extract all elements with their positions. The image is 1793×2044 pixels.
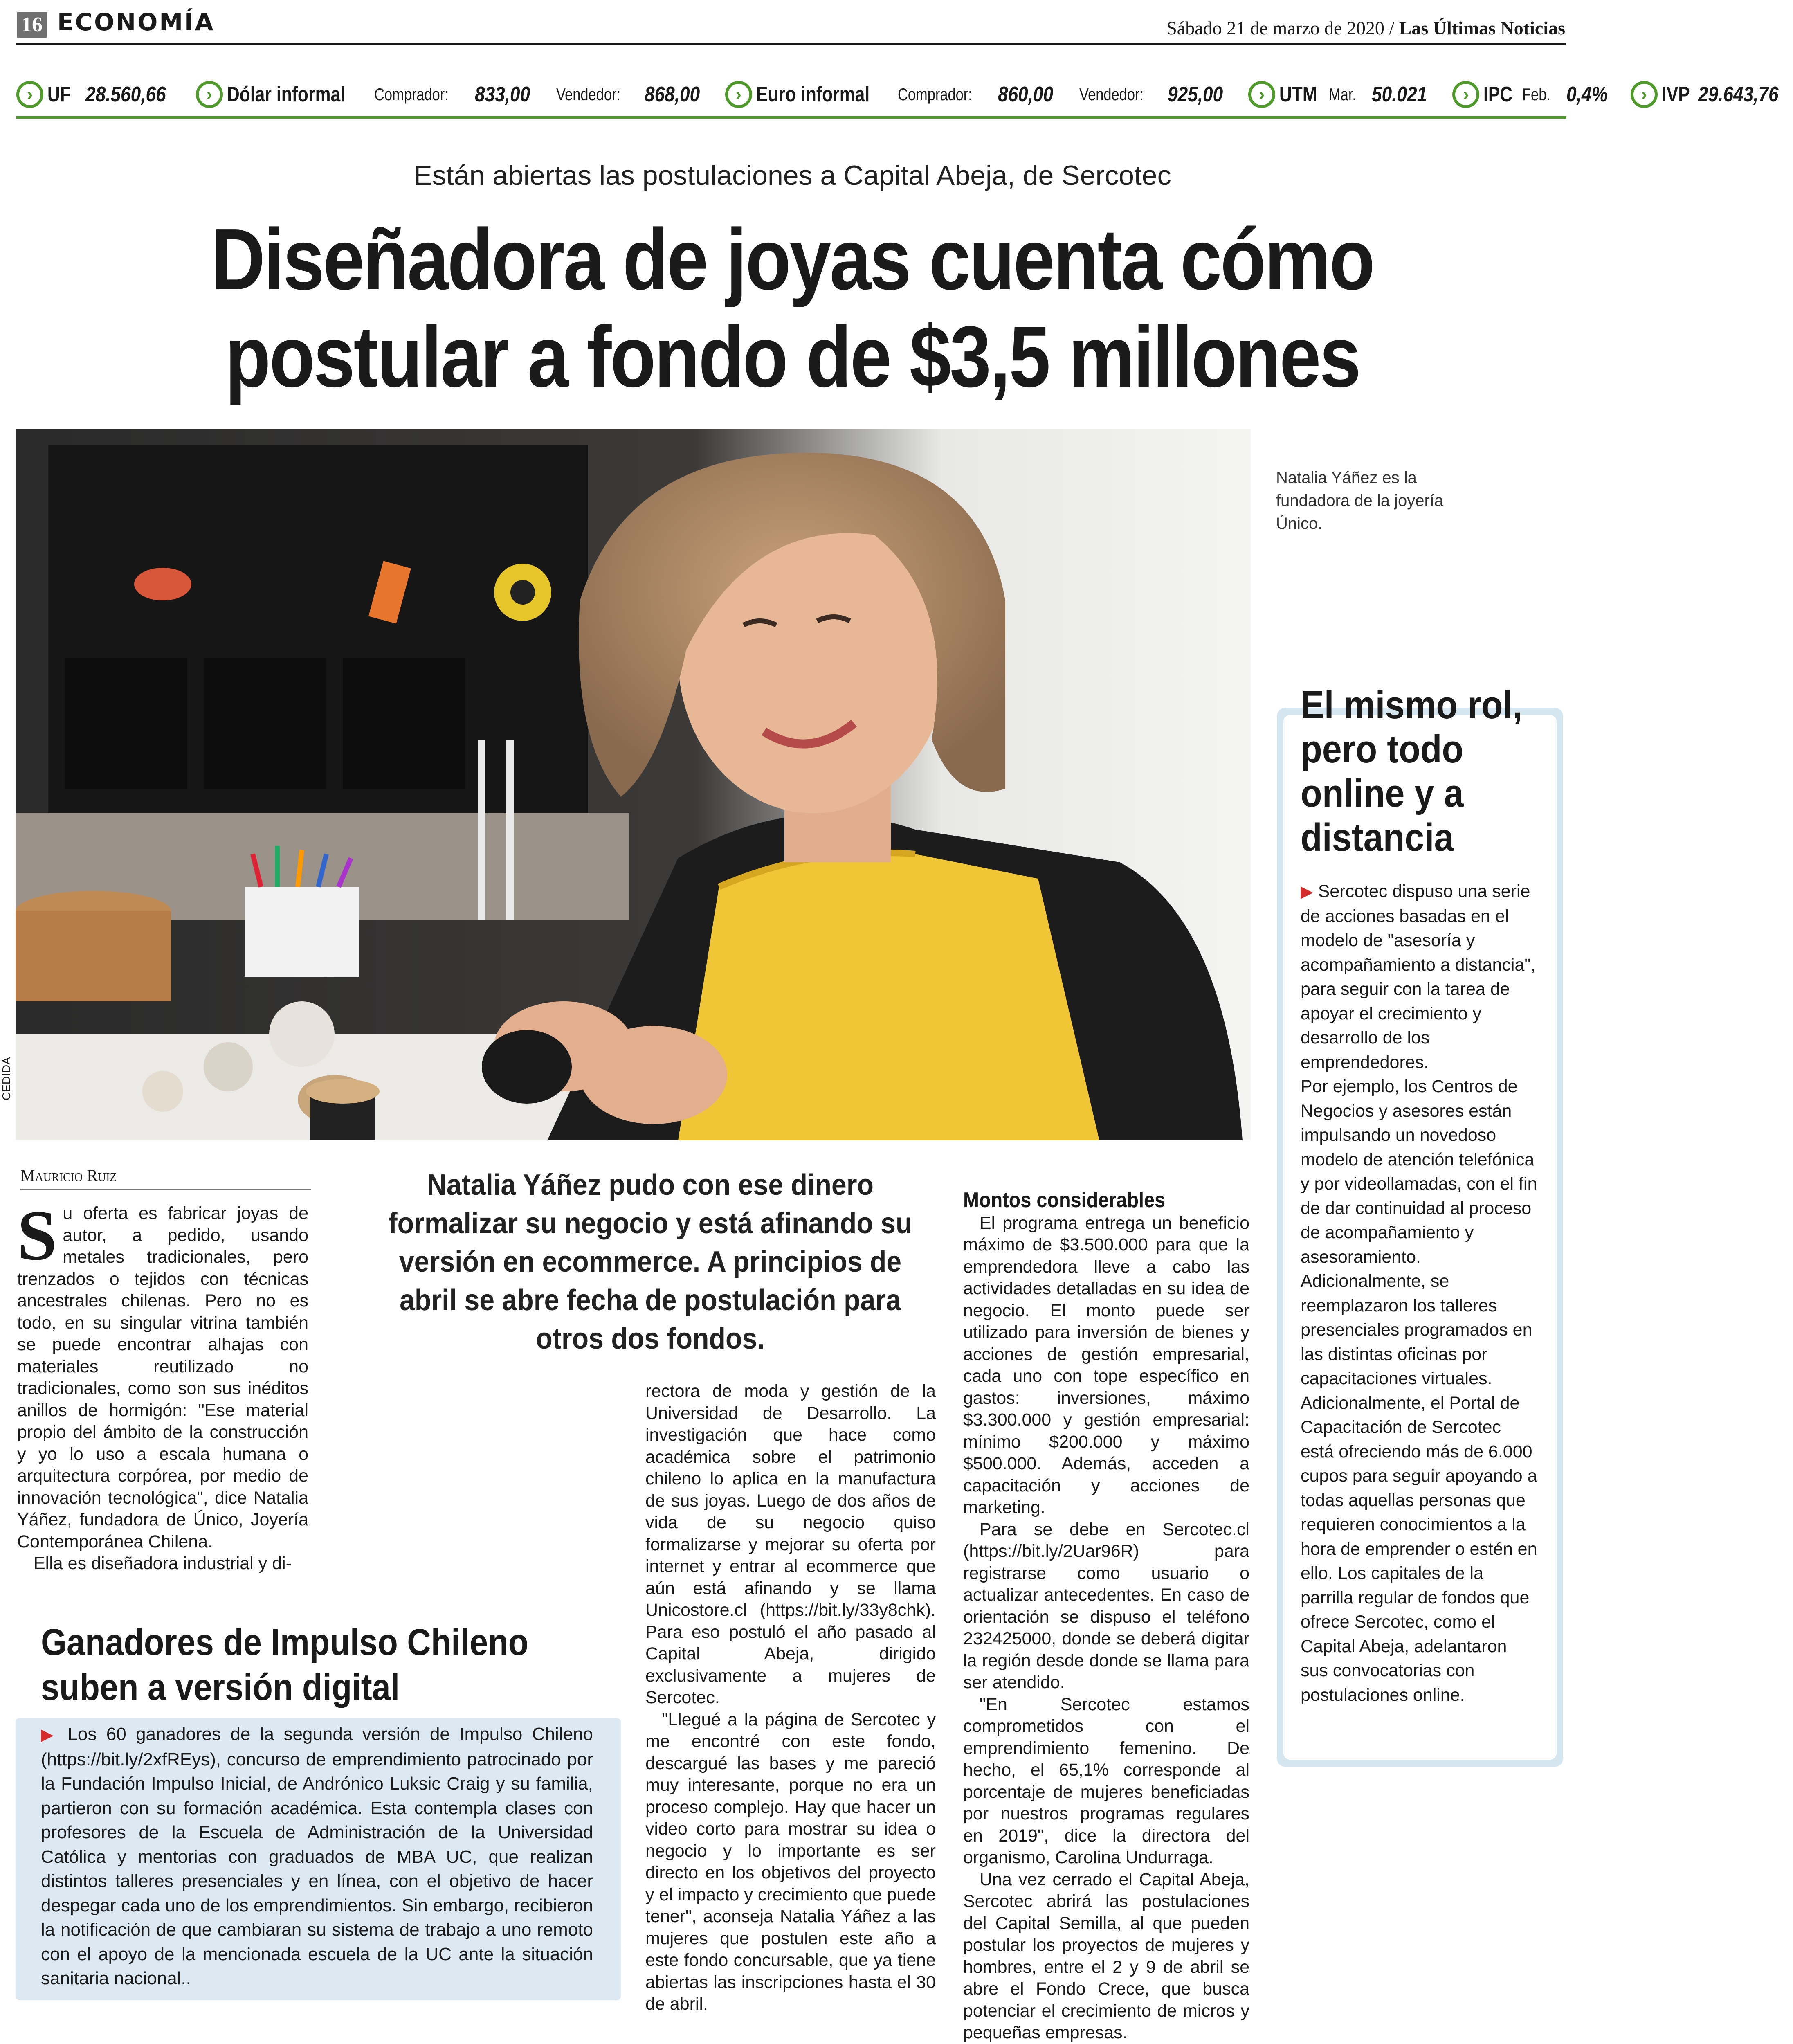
info-box-body bbox=[41, 1722, 593, 1991]
article-column-1 bbox=[17, 1196, 308, 1575]
indicator-ipc bbox=[1452, 81, 1615, 108]
indicator-label: Feb. bbox=[1522, 85, 1550, 104]
sidebar-body bbox=[1301, 879, 1538, 1707]
indicator-value: 28.560,66 bbox=[85, 83, 166, 106]
arrow-right-icon: › bbox=[1631, 81, 1658, 108]
page-number: 16 bbox=[17, 12, 47, 38]
arrow-right-icon: › bbox=[725, 81, 752, 108]
indicator-label: Comprador: bbox=[374, 85, 449, 104]
paragraph: Una vez cerrado el Capital Abeja, Sercotec abrirá las postulaciones del Capital Semilla, al que pueden postular los proyectos de mujeres y hombres, entre el 2 y 9 de abril se abre el Fondo Crece, que busca potenciar el crecimiento de micros y pequeñas empresas. bbox=[963, 1869, 1249, 2042]
paragraph: Ella es diseñadora industrial y di- bbox=[34, 1554, 292, 1573]
subheading: Montos considerables bbox=[963, 1188, 1166, 1212]
header-rule bbox=[16, 43, 1566, 45]
sidebar-text: Sercotec dispuso una serie de acciones basadas en el modelo de "asesoría y acompañamiento a distancia", para seguir con la tarea de apoyar el crecimiento y desarrollo de los emprendedores. bbox=[1301, 881, 1536, 1072]
photo-caption: Natalia Yáñez es la fundadora de la joyería Único. bbox=[1276, 469, 1444, 533]
indicator-name: Euro informal bbox=[756, 83, 870, 106]
indicator-label: Vendedor: bbox=[556, 85, 621, 104]
headline-line-2: postular a fondo de $3,5 millones bbox=[225, 308, 1360, 405]
arrow-right-icon: › bbox=[16, 81, 43, 108]
publication-name: Las Últimas Noticias bbox=[1399, 18, 1565, 38]
indicator-label: Vendedor: bbox=[1079, 85, 1144, 104]
sidebar-title: El mismo rol, pero todo online y a distancia bbox=[1301, 683, 1523, 859]
arrow-right-icon: › bbox=[196, 81, 223, 108]
indicator-uf bbox=[16, 81, 180, 108]
section-title: ECONOMÍA bbox=[57, 8, 215, 36]
article-column-3 bbox=[963, 1190, 1249, 2044]
article-photo bbox=[16, 429, 1251, 1140]
indicator-dolar bbox=[196, 81, 710, 108]
byline-rule bbox=[20, 1189, 311, 1190]
indicator-euro bbox=[725, 81, 1233, 108]
article-headline bbox=[111, 211, 1474, 405]
indicator-value: 868,00 bbox=[644, 83, 700, 106]
arrow-right-icon: › bbox=[1452, 81, 1479, 108]
indicator-value: 50.021 bbox=[1372, 83, 1427, 106]
indicator-value: 925,00 bbox=[1167, 83, 1223, 106]
indicator-name: UTM bbox=[1279, 83, 1317, 106]
indicator-value: 860,00 bbox=[998, 83, 1054, 106]
arrow-right-icon: › bbox=[1248, 81, 1275, 108]
indicator-label: Mar. bbox=[1328, 85, 1356, 104]
box-title: Ganadores de Impulso Chileno suben a versión digital bbox=[41, 1621, 529, 1708]
indicator-value: 29.643,76 bbox=[1698, 83, 1779, 106]
paragraph: rectora de moda y gestión de la Universidad de Desarrollo. La investigación que hace como académica sobre el patrimonio chileno lo aplica en la manufactura de sus joyas. Luego de dos años de vida de su negocio quiso formalizarse y mejorar su oferta por internet y entrar al ecommerce que aún está afinando y se llama Unicostore.cl (https://bit.ly/33y8chk). Para eso postuló el año pasado al Capital Abeja, dirigido exclusivamente a mujeres de Sercotec. bbox=[645, 1381, 936, 1707]
paragraph: "En Sercotec estamos comprometidos con el emprendimiento femenino. De hecho, el 65,1% corresponde al porcentaje de mujeres beneficiadas por nuestros programas regulares en 2019", dice la directora del organismo, Carolina Undurraga. bbox=[963, 1694, 1249, 1867]
indicator-name: IPC bbox=[1483, 83, 1513, 106]
sidebar-paragraph: Por ejemplo, los Centros de Negocios y asesores están impulsando un novedoso modelo de atención telefónica y por videollamadas, con el fin de dar continuidad al proceso de acompañamiento y asesoramiento. Adicionalmente, se reemplazaron los talleres presenciales programados en las distintas oficinas por capacitaciones virtuales. Adicionalmente, el Portal de Capacitación de Sercotec está ofreciendo más de 6.000 cupos para seguir apoyando a todas aquellas personas que requieren conocimientos a la hora de emprender o estén en ello. Los capitales de la parrilla regular de fondos que ofrece Sercotec, como el Capital Abeja, adelantaron sus convocatorias con postulaciones online. bbox=[1301, 1077, 1537, 1705]
photo-credit: CEDIDA bbox=[0, 1057, 13, 1100]
date-text: Sábado 21 de marzo de 2020 / bbox=[1166, 18, 1395, 38]
paragraph: u oferta es fabricar joyas de autor, a pedido, usando metales tradicionales, pero trenzados o tejidos con técnicas ancestrales chilenas. Pero no es todo, en su singular vitrina también se puede encontrar alhajas con materiales reutilizado no tradicionales, como son sus inéditos anillos de hormigón: "Ese material propio del ámbito de la construcción y yo lo uso a escala humana o arquitectura corpórea, por medio de innovación tecnológica", dice Natalia Yáñez, fundadora de Único, Joyería Contemporánea Chilena. bbox=[17, 1203, 308, 1552]
indicator-value: 0,4% bbox=[1566, 83, 1608, 106]
indicator-label: Comprador: bbox=[897, 85, 972, 104]
indicator-utm bbox=[1248, 81, 1437, 108]
triangle-bullet-icon: ▶ bbox=[1301, 883, 1313, 901]
indicator-name: Dólar informal bbox=[227, 83, 345, 106]
economic-indicators-bar bbox=[16, 76, 1779, 113]
issue-date bbox=[1166, 17, 1565, 39]
sidebar-paragraph bbox=[1301, 879, 1538, 1075]
indicator-ivp bbox=[1631, 81, 1793, 108]
indicator-name: UF bbox=[47, 83, 71, 106]
drop-cap: S bbox=[17, 1196, 57, 1275]
indicator-value: 833,00 bbox=[474, 83, 530, 106]
indicators-rule bbox=[16, 116, 1566, 119]
headline-line-1: Diseñadora de joyas cuenta cómo bbox=[211, 211, 1374, 308]
paragraph: El programa entrega un beneficio máximo de $3.500.000 para que la emprendedora lleve a cabo las actividades detalladas en su idea de negocio. El monto puede ser utilizado para inversión de bienes y acciones de gestión empresarial, cada uno con tope específico en gastos: inversiones, máximo $3.300.000 y gestión empresarial: mínimo $200.000 y máximo $500.000. Además, acceden a capacitación y acciones de marketing. bbox=[963, 1213, 1249, 1517]
triangle-bullet-icon: ▶ bbox=[41, 1726, 58, 1744]
article-column-2 bbox=[645, 1381, 936, 2015]
paragraph: Para se debe en Sercotec.cl (https://bit.ly/2Uar96R) para registrarse como usuario o actualizar antecedentes. En caso de orientación se dispuso el teléfono 232425000, donde se deberá digitar la región desde donde se llama para ser atendido. bbox=[963, 1519, 1249, 1692]
info-box-text: Los 60 ganadores de la segunda versión de Impulso Chileno (https://bit.ly/2xfREys), concurso de emprendimiento patrocinado por la Fundación Impulso Inicial, de Andrónico Luksic Craig y su familia, partieron con su formación académica. Esta contempla clases con profesores de la Escuela de Administración de la Universidad Católica y mentorias con graduados de MBA UC, que realizan distintos talleres presenciales y en línea, con el objetivo de hacer despegar cada uno de los emprendimientos. Sin embargo, recibieron la notificación de que cambiaran su sistema de trabajo a uno remoto con el apoyo de la mencionada escuela de la UC ante la situación sanitaria nacional.. bbox=[41, 1724, 593, 1988]
indicator-name: IVP bbox=[1661, 83, 1690, 106]
byline: Mauricio Ruiz bbox=[20, 1166, 117, 1185]
paragraph: "Llegué a la página de Sercotec y me encontré con este fondo, descargué las bases y me pareció muy interesante, porque no era un proceso complejo. Hay que hacer un video corto para mostrar su idea o negocio y lo importante es ser directo en los objetivos del proyecto y el impacto y crecimiento que puede tener", aconseja Natalia Yáñez a las mujeres que postulen este año a este fondo concursable, que ya tiene abiertas las inscripciones hasta el 30 de abril. bbox=[645, 1709, 936, 2014]
pull-quote: Natalia Yáñez pudo con ese dinero formalizar su negocio y está afinando su versión en ecommerce. A principios de abril se abre fecha de postulación para otros dos fondos. bbox=[388, 1169, 912, 1355]
article-kicker: Están abiertas las postulaciones a Capital Abeja, de Sercotec bbox=[413, 160, 1171, 191]
